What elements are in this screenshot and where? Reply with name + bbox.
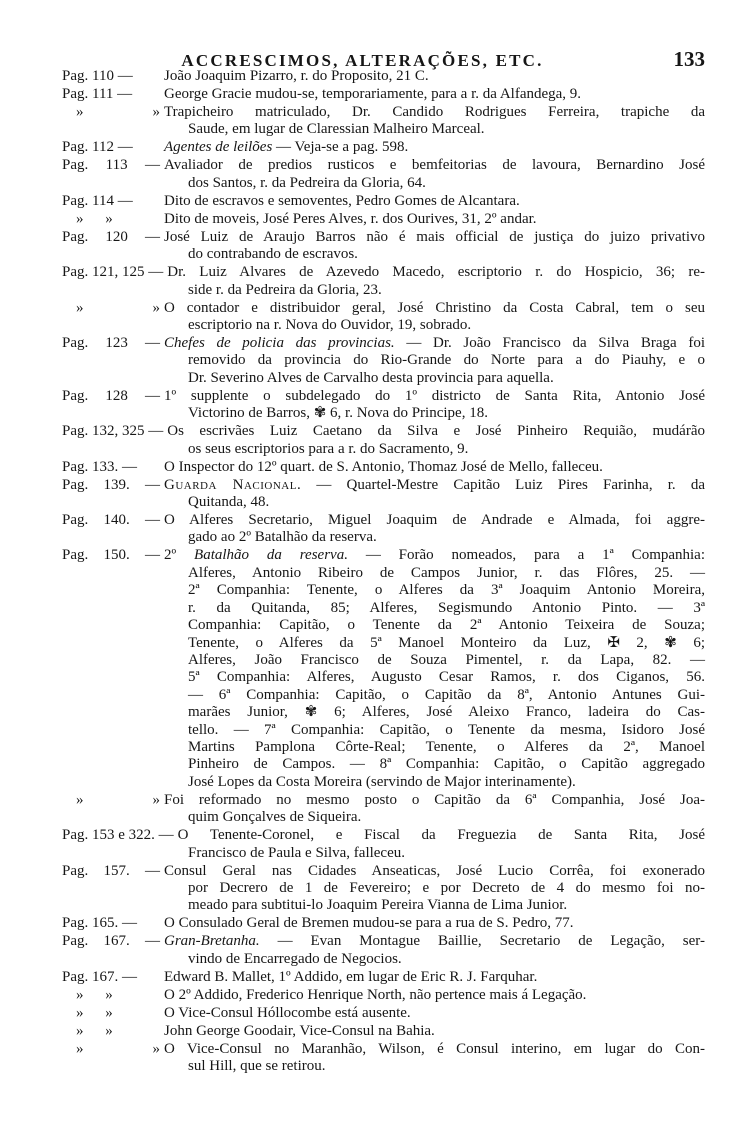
page-reference: Pag. 150. — (62, 547, 160, 564)
entry-line (62, 388, 705, 405)
entry-text: — Forão nomeados, para a 1ª Companhia: (347, 547, 706, 564)
entry-text: Os escrivães Luiz Caetano da Silva e José Pinheiro Requião, mudárão (167, 423, 705, 440)
entry (62, 211, 705, 228)
entry-line (62, 335, 705, 352)
entry (62, 1041, 705, 1076)
entry (62, 157, 705, 192)
ditto-marks: » » (76, 986, 113, 1003)
italic-heading: Agentes de leilões (164, 139, 273, 156)
entry-text: — 6ª Companhia: Capitão, o Capitão da 8ª, Antonio Antunes Gui- (188, 686, 705, 703)
entry-line (188, 282, 705, 299)
ditto-marks: » » (76, 299, 160, 316)
entry-text: O 2º Addido, Frederico Henrique North, não pertence mais á Legação. (164, 986, 587, 1003)
entry-text: — Quartel-Mestre Capitão Luiz Pires Farinha, r. da (301, 476, 705, 493)
entry (62, 933, 705, 968)
entry-line (62, 300, 705, 317)
entry-line (188, 809, 705, 826)
entry-line (188, 1058, 705, 1075)
entry-line (62, 229, 705, 246)
entry (62, 987, 705, 1004)
entry-line (188, 246, 705, 263)
entries-list (62, 68, 705, 1076)
entry-line (62, 792, 705, 809)
entry (62, 863, 705, 915)
page-reference: Pag. 157. — (62, 862, 160, 879)
entry-text: Francisco de Paula e Silva, falleceu. (188, 844, 406, 861)
page-reference: Pag. 112 — (62, 139, 133, 156)
italic-heading: Chefes de policia das provincias. (164, 335, 395, 352)
entry-text: O Alferes Secretario, Miguel Joaquim de Andrade e Almada, foi aggre- (164, 512, 705, 529)
italic-heading: Gran-Bretanha. (164, 933, 260, 950)
entry-line (62, 459, 705, 476)
page-reference: Pag. 139. — (62, 476, 160, 493)
entry (62, 388, 705, 423)
entry-line (188, 669, 705, 686)
entry-text: do contrabando de escravos. (188, 246, 358, 263)
entry-line (62, 1005, 705, 1022)
entry-text: side r. da Pedreira da Gloria, 23. (188, 281, 382, 298)
entry (62, 792, 705, 827)
page-reference: Pag. 123 — (62, 335, 160, 352)
entry-text: O Consulado Geral de Bremen mudou-se para a rua de S. Pedro, 77. (164, 915, 574, 932)
entry-text: John George Goodair, Vice-Consul na Bahia. (164, 1022, 435, 1039)
entry-line (62, 477, 705, 494)
page-reference: Pag. 121, 125 — (62, 264, 164, 281)
entry-text: sul Hill, que se retirou. (188, 1058, 326, 1075)
entry-text: Consul Geral nas Cidades Anseaticas, José Lucio Corrêa, foi exonerado (164, 862, 705, 879)
page-reference: Pag. 120 — (62, 228, 160, 245)
page-number: 133 (673, 47, 705, 71)
page-reference: Pag. 165. — (62, 915, 137, 932)
entry-line (62, 139, 705, 156)
entry-line (62, 86, 705, 103)
entry-line (62, 827, 705, 844)
entry-text: 2ª Companhia: Tenente, o Alferes da 3ª Joaquim Antonio Moreira, (188, 582, 705, 599)
page-reference: Pag. 110 — (62, 68, 133, 84)
entry-line (188, 687, 705, 704)
entry-line (188, 880, 705, 897)
entry-line (62, 1023, 705, 1040)
entry-line (188, 951, 705, 968)
entry-line (62, 969, 705, 986)
page-reference: Pag. 128 — (62, 387, 160, 404)
entry (62, 512, 705, 547)
entry-line (62, 915, 705, 932)
entry-line (188, 441, 705, 458)
entry-text: José Lopes da Costa Moreira (servindo de Major interinamente). (188, 773, 576, 790)
italic-heading: Batalhão da reserva. (194, 547, 348, 564)
entry-line (188, 352, 705, 369)
entry (62, 104, 705, 139)
page-reference: Pag. 133. — (62, 458, 137, 475)
smallcaps-heading: Guarda Nacional. (164, 476, 302, 493)
entry-text: r. da Quitanda, 85; Alferes, Segismundo Antonio Pinto. — 3ª (188, 599, 705, 616)
entry-text: George Gracie mudou-se, temporariamente, para a r. da Alfandega, 9. (164, 86, 582, 102)
entry-text: O Vice-Consul Hóllocombe está ausente. (164, 1004, 411, 1021)
ditto-marks: » » (76, 1022, 113, 1039)
entry-text: Quitanda, 48. (188, 494, 270, 511)
entry-line (188, 600, 705, 617)
entry-text: Companhia: Capitão, o Tenente da 2ª Antonio Teixeira de Souza; (188, 617, 705, 634)
entry-text: O contador e distribuidor geral, José Christino da Costa Cabral, tem o seu (164, 299, 705, 316)
entry-text: os seus escriptorios para a r. do Sacramento, 9. (188, 440, 469, 457)
entry-line (188, 774, 705, 791)
entry-line (188, 175, 705, 192)
entry-line (188, 704, 705, 721)
entry-text: Avaliador de predios rusticos e bemfeitorias de lavoura, Bernardino José (164, 157, 705, 174)
entry-text: marães Junior, ✾ 6; Alferes, José Aleixo Franco, ladeira do Cas- (188, 704, 705, 721)
entry (62, 139, 705, 156)
ditto-marks: » » (76, 1040, 160, 1057)
entry (62, 915, 705, 932)
entry-line (188, 897, 705, 914)
entry-line (62, 547, 705, 564)
entry-line (62, 157, 705, 174)
entry (62, 969, 705, 986)
entry (62, 86, 705, 103)
entry-line (62, 1041, 705, 1058)
page-reference: Pag. 113 — (62, 157, 160, 174)
entry-line (188, 565, 705, 582)
entry-line (188, 756, 705, 773)
entry-text: — Veja-se a pag. 598. (272, 139, 409, 156)
entry-text: Victorino de Barros, ✾ 6, r. Nova do Principe, 18. (188, 405, 488, 422)
entry-text: — Dr. João Francisco da Silva Braga foi (394, 335, 705, 352)
entry-text: 1º supplente o subdelegado do 1º districto de Santa Rita, Antonio José (164, 387, 705, 404)
entry-line (188, 494, 705, 511)
page-reference: Pag. 132, 325 — (62, 423, 164, 440)
entry-line (188, 529, 705, 546)
entry-text: Alferes, João Francisco de Souza Pimentel, r. da Lapa, 82. — (188, 651, 705, 668)
entry (62, 193, 705, 210)
entry-text: Saude, em lugar de Claressian Malheiro Marceal. (188, 121, 485, 138)
entry-line (188, 739, 705, 756)
entry-line (188, 635, 705, 652)
entry-line (62, 68, 705, 85)
entry-text: por Decrero de 1 de Fevereiro; e por Decreto de 4 do mesmo foi no- (188, 879, 705, 896)
entry-line (62, 987, 705, 1004)
entry (62, 68, 705, 85)
entry-line (188, 582, 705, 599)
entry (62, 423, 705, 458)
entry-text: Dr. Severino Alves de Carvalho desta provincia para aquella. (188, 369, 554, 386)
ditto-marks: » » (76, 791, 160, 808)
entry-text: Dr. Luiz Alvares de Azevedo Macedo, escriptorio r. do Hospicio, 36; re- (167, 264, 705, 281)
entry-text: José Luiz de Araujo Barros não é mais official de justiça do juizo privativo (164, 228, 705, 245)
entry-text: gado ao 2º Batalhão da reserva. (188, 529, 377, 546)
entry-line (188, 317, 705, 334)
page-reference: Pag. 140. — (62, 512, 160, 529)
entry-line (188, 617, 705, 634)
entry (62, 264, 705, 299)
entry-line (62, 193, 705, 210)
entry-text: 2º (164, 547, 195, 564)
entry-line (188, 845, 705, 862)
entry-text: escriptorio na r. Nova do Ouvidor, 19, sobrado. (188, 317, 472, 334)
entry-text: — Evan Montague Baillie, Secretario de Legação, ser- (259, 933, 705, 950)
entry-text: dos Santos, r. da Pedreira da Gloria, 64. (188, 174, 426, 191)
entry (62, 1005, 705, 1022)
entry-text: Foi reformado no mesmo posto o Capitão da 6ª Companhia, José Joa- (164, 791, 705, 808)
page-reference: Pag. 111 — (62, 86, 133, 102)
entry-text: João Joaquim Pizarro, r. do Proposito, 21 C. (164, 68, 429, 84)
entry-text: Dito de moveis, José Peres Alves, r. dos Ourives, 31, 2º andar. (164, 210, 537, 227)
entry (62, 477, 705, 512)
entry (62, 827, 705, 862)
entry-text: quim Gonçalves de Siqueira. (188, 809, 362, 826)
entry-line (62, 264, 705, 281)
entry-text: O Inspector do 12º quart. de S. Antonio, Thomaz José de Mello, falleceu. (164, 458, 603, 475)
entry-text: Alferes, Antonio Ribeiro de Campos Junior, r. das Flôres, 25. — (188, 564, 705, 581)
entry-line (62, 863, 705, 880)
entry (62, 459, 705, 476)
page-reference: Pag. 167. — (62, 933, 160, 950)
entry-text: meado para subtitui-lo Joaquim Pereira Vianna de Lima Junior. (188, 897, 568, 914)
page-reference: Pag. 114 — (62, 192, 133, 209)
entry-text: tello. — 7ª Companhia: Capitão, o Tenente da mesma, Isidoro José (188, 721, 705, 738)
entry-text: Tenente, o Alferes da 5ª Manoel Monteiro da Luz, ✠ 2, ✾ 6; (188, 634, 705, 651)
page-title: ACCRESCIMOS, ALTERAÇÕES, ETC. (181, 51, 544, 70)
entry (62, 300, 705, 335)
entry-text: Martins Pamplona Côrte-Real; Tenente, o Alferes da 2ª, Manoel (188, 738, 705, 755)
entry-line (188, 121, 705, 138)
entry-line (62, 933, 705, 950)
entry-text: 5ª Companhia: Alferes, Augusto Cesar Ramos, r. dos Ciganos, 56. (188, 669, 705, 686)
entry-text: Pinheiro de Campos. — 8ª Companhia: Capitão, o Capitão aggregado (188, 756, 705, 773)
entry-line (188, 370, 705, 387)
ditto-marks: » » (76, 1004, 113, 1021)
entry-text: Edward B. Mallet, 1º Addido, em lugar de Eric R. J. Farquhar. (164, 968, 538, 985)
ditto-marks: » » (76, 210, 113, 227)
entry-text: O Tenente-Coronel, e Fiscal da Freguezia de Santa Rita, José (177, 827, 705, 844)
ditto-marks: » » (76, 104, 160, 120)
entry-line (62, 423, 705, 440)
entry (62, 547, 705, 791)
entry-text: vindo de Encarregado de Negocios. (188, 950, 402, 967)
page-reference: Pag. 167. — (62, 968, 137, 985)
page-reference: Pag. 153 e 322. — (62, 827, 174, 844)
entry-text: removido da provincia do Rio-Grande do Norte para a do Piauhy, e o (188, 352, 705, 369)
entry-text: O Vice-Consul no Maranhão, Wilson, é Consul interino, em lugar do Con- (164, 1040, 705, 1057)
entry-line (62, 104, 705, 121)
entry (62, 1023, 705, 1040)
entry-text: Dito de escravos e semoventes, Pedro Gomes de Alcantara. (164, 192, 520, 209)
entry-line (188, 405, 705, 422)
entry (62, 229, 705, 264)
entry-line (188, 722, 705, 739)
entry-line (62, 512, 705, 529)
entry-line (62, 211, 705, 228)
entry-line (188, 652, 705, 669)
entry-text: Trapicheiro matriculado, Dr. Candido Rodrigues Ferreira, trapiche da (164, 104, 705, 120)
entry (62, 335, 705, 387)
